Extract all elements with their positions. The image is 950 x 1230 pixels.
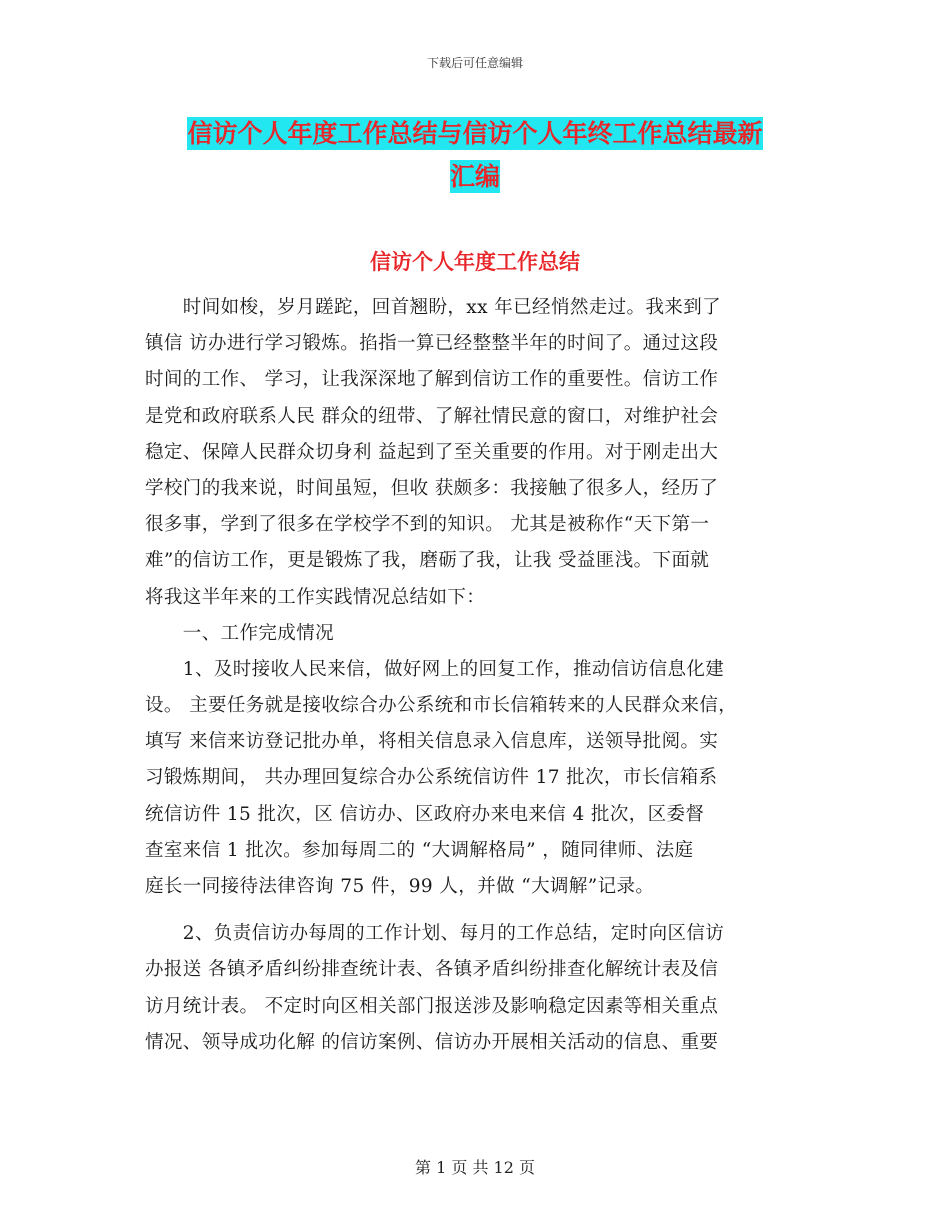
text-line: 2、负责信访办每周的工作计划、每月的工作总结，定时向区信访 bbox=[145, 923, 725, 945]
page-footer: 第 1 页 共 12 页 bbox=[415, 1158, 535, 1177]
body-text bbox=[145, 290, 810, 1061]
text-line: 是党和政府联系人民 群众的纽带、了解社情民意的窗口，对维护社会 bbox=[145, 405, 719, 427]
header-note: 下载后可任意编辑 bbox=[426, 56, 523, 70]
text-line: 很多事，学到了很多在学校学不到的知识。 尤其是被称作“天下第一 bbox=[145, 514, 710, 536]
text-line: 一、工作完成情况 bbox=[145, 622, 335, 644]
text-line: 设。 主要任务就是接收综合办公系统和市长信箱转来的人民群众来信， bbox=[145, 695, 738, 717]
text-line: 镇信 访办进行学习锻炼。掐指一算已经整整半年的时间了。通过这段 bbox=[145, 333, 719, 355]
text-line: 稳定、保障人民群众切身利 益起到了至关重要的作用。对于刚走出大 bbox=[145, 441, 719, 463]
text-line: 统信访件 15 批次，区 信访办、区政府办来电来信 4 批次，区委督 bbox=[145, 803, 705, 825]
text-line: 填写 来信来访登记批办单，将相关信息录入信息库，送领导批阅。实 bbox=[145, 731, 719, 753]
section-title: 信访个人年度工作总结 bbox=[370, 250, 580, 274]
text-line: 查室来信 1 批次。参加每周二的 “大调解格局” ，随同律师、法庭 bbox=[145, 839, 694, 861]
text-line: 将我这半年来的工作实践情况总结如下： bbox=[145, 586, 486, 608]
text-line: 庭长一同接待法律咨询 75 件，99 人，并做 “大调解”记录。 bbox=[145, 876, 655, 897]
text-line: 时间的工作、 学习，让我深深地了解到信访工作的重要性。信访工作 bbox=[145, 369, 719, 391]
text-line: 学校门的我来说，时间虽短，但收 获颇多：我接触了很多人，经历了 bbox=[145, 477, 719, 499]
text-line: 1、及时接收人民来信，做好网上的回复工作，推动信访信息化建 bbox=[145, 658, 725, 680]
text-line: 难”的信访工作，更是锻炼了我，磨砺了我，让我 受益匪浅。下面就 bbox=[145, 550, 710, 572]
title-line-2: 汇编 bbox=[449, 162, 500, 191]
text-line: 情况、领导成功化解 的信访案例、信访办开展相关活动的信息、重要 bbox=[145, 1031, 719, 1053]
text-line: 访月统计表。 不定时向区相关部门报送涉及影响稳定因素等相关重点 bbox=[145, 995, 719, 1017]
title-line-1: 信访个人年度工作总结与信访个人年终工作总结最新 bbox=[187, 119, 763, 148]
text-line: 时间如梭，岁月蹉跎，回首翘盼，xx 年已经悄然走过。我来到了 bbox=[145, 297, 722, 318]
text-line: 办报送 各镇矛盾纠纷排查统计表、各镇矛盾纠纷排查化解统计表及信 bbox=[145, 959, 719, 981]
text-line: 习锻炼期间， 共办理回复综合办公系统信访件 17 批次，市长信箱系 bbox=[145, 767, 718, 789]
document-title bbox=[140, 112, 810, 198]
